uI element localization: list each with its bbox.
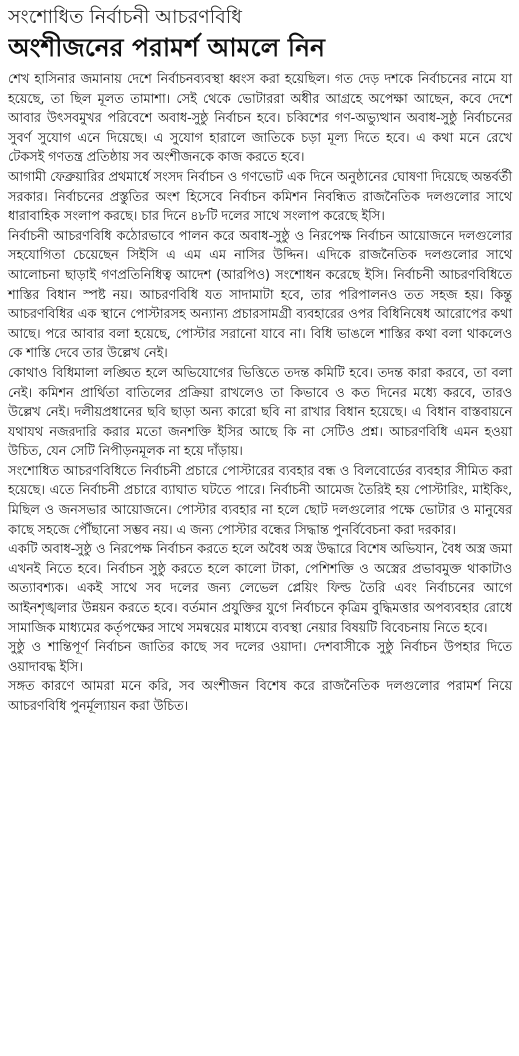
page-title: অংশীজনের পরামর্শ আমলে নিন [8, 33, 325, 62]
article-paragraph: নির্বাচনী আচরণবিধি কঠোরভাবে পালন করে অবাধ-সুষ্ঠু ও নিরপেক্ষ নির্বাচন আয়োজনে দলগুলোর সহযোগিতা চেয়েছেন সিইসি এ এম এম নাসির উদ্দিন। এদিকে রাজনৈতিক দলগুলোর সাথে আলোচনা ছাড়াই গণপ্রতিনিধিত্ব আদেশ (আরপিও) সংশোধন করেছে ইসি। নির্বাচনী আচরণবিধিতে শাস্তির বিধান স্পষ্ট নয়। আচরণবিধি যত সাদামাটা হবে, তার পরিপালনও তত সহজ হয়। কিন্তু আচরণবিধির এক স্থানে পোস্টারসহ অন্যান্য প্রচারসামগ্রী ব্যবহারের ওপর বিধিনিষেধ আরোপের কথা আছে। পরে আবার বলা হয়েছে, পোস্টার সরানো যাবে না। বিধি ভাঙলে শাস্তির কথা বলা থাকলেও কে শাস্তি দেবে তার উল্লেখ নেই। [8, 228, 512, 362]
article-paragraph: শেখ হাসিনার জমানায় দেশে নির্বাচনব্যবস্থা ধ্বংস করা হয়েছিল। গত দেড় দশকে নির্বাচনের নামে যা হয়েছে, তা ছিল মূলত তামাশা। সেই থেকে ভোটাররা অধীর আগ্রহে অপেক্ষা আছেন, কবে দেশে আবার উৎসবমুখর পরিবেশে অবাধ-সুষ্ঠু নির্বাচন হবে। চব্বিশের গণ-অভ্যুত্থান অবাধ-সুষ্ঠু নির্বাচনের সুবর্ণ সুযোগ এনে দিয়েছে। এ সুযোগ হারালে জাতিকে চড়া মূল্য দিতে হবে। এ কথা মনে রেখে টেকসই গণতন্ত্র প্রতিষ্ঠায় সব অংশীজনকে কাজ করতে হবে। [8, 72, 512, 166]
article-paragraph: সুষ্ঠু ও শান্তিপূর্ণ নির্বাচন জাতির কাছে সব দলের ওয়াদা। দেশবাসীকে সুষ্ঠু নির্বাচন উপহার দিতে ওয়াদাবদ্ধ ইসি। [8, 640, 512, 675]
kicker-heading: সংশোধিত নির্বাচনী আচরণবিধি [8, 6, 242, 28]
article-paragraph: একটি অবাধ-সুষ্ঠু ও নিরপেক্ষ নির্বাচন করতে হলে অবৈধ অস্ত্র উদ্ধারে বিশেষ অভিযান, বৈধ অস্ত্র জমা এখনই নিতে হবে। নির্বাচন সুষ্ঠু করতে হলে কালো টাকা, পেশিশক্তি ও অস্ত্রের প্রভাবমুক্ত থাকাটাও অত্যাবশ্যক। একই সাথে সব দলের জন্য লেভেল প্লেয়িং ফিল্ড তৈরি এবং নির্বাচনের আগে আইনশৃঙ্খলার উন্নয়ন করতে হবে। বর্তমান প্রযুক্তির যুগে নির্বাচনে কৃত্রিম বুদ্ধিমত্তার অপব্যবহার রোধে সামাজিক মাধ্যমের কর্তৃপক্ষের সাথে সমন্বয়ের মাধ্যমে ব্যবস্থা নেয়ার বিষয়টি বিবেচনায় নিতে হবে। [8, 542, 512, 636]
article-paragraph: কোথাও বিধিমালা লঙ্ঘিত হলে অভিযোগের ভিত্তিতে তদন্ত কমিটি হবে। তদন্ত কারা করবে, তা বলা নেই। কমিশন প্রার্থিতা বাতিলের প্রক্রিয়া রাখলেও তা কিভাবে ও কত দিনের মধ্যে করবে, তারও উল্লেখ নেই। দলীয়প্রধানের ছবি ছাড়া অন্য কারো ছবি না রাখার বিধান হয়েছে। এ বিধান বাস্তবায়নে যথাযথ নজরদারি করার মতো জনশক্তি ইসির আছে কি না সেটিও প্রশ্ন। আচরণবিধি এমন হওয়া উচিত, যেন সেটি নিপীড়নমূলক না হয়ে দাঁড়ায়। [8, 365, 512, 460]
article-paragraph: সঙ্গত কারণে আমরা মনে করি, সব অংশীজন বিশেষ করে রাজনৈতিক দলগুলোর পরামর্শ নিয়ে আচরণবিধি পুনর্মূল্যায়ন করা উচিত। [8, 679, 512, 714]
article-paragraph: আগামী ফেব্রুয়ারির প্রথমার্ধে সংসদ নির্বাচন ও গণভোট এক দিনে অনুষ্ঠানের ঘোষণা দিয়েছে অন্তর্বর্তী সরকার। নির্বাচনের প্রস্তুতির অংশ হিসেবে নির্বাচন কমিশন নিবন্ধিত রাজনৈতিক দলগুলোর সাথে ধারাবাহিক সংলাপ করছে। চার দিনে ৪৮টি দলের সাথে সংলাপ করেছে ইসি। [8, 169, 512, 225]
article-body [8, 70, 512, 717]
article-paragraph: সংশোধিত আচরণবিধিতে নির্বাচনী প্রচারে পোস্টারের ব্যবহার বন্ধ ও বিলবোর্ডের ব্যবহার সীমিত করা হয়েছে। এতে নির্বাচনী প্রচারে ব্যাঘাত ঘটতে পারে। নির্বাচনী আমেজ তৈরিই হয় পোস্টারিং, মাইকিং, মিছিল ও জনসভার আয়োজনে। পোস্টার ব্যবহার না হলে ছোট দলগুলোর পক্ষে ভোটার ও মানুষের কাছে সহজে পৌঁছানো সম্ভব নয়। এ জন্য পোস্টার বন্ধের সিদ্ধান্ত পুনর্বিবেচনা করা দরকার। [8, 463, 512, 538]
